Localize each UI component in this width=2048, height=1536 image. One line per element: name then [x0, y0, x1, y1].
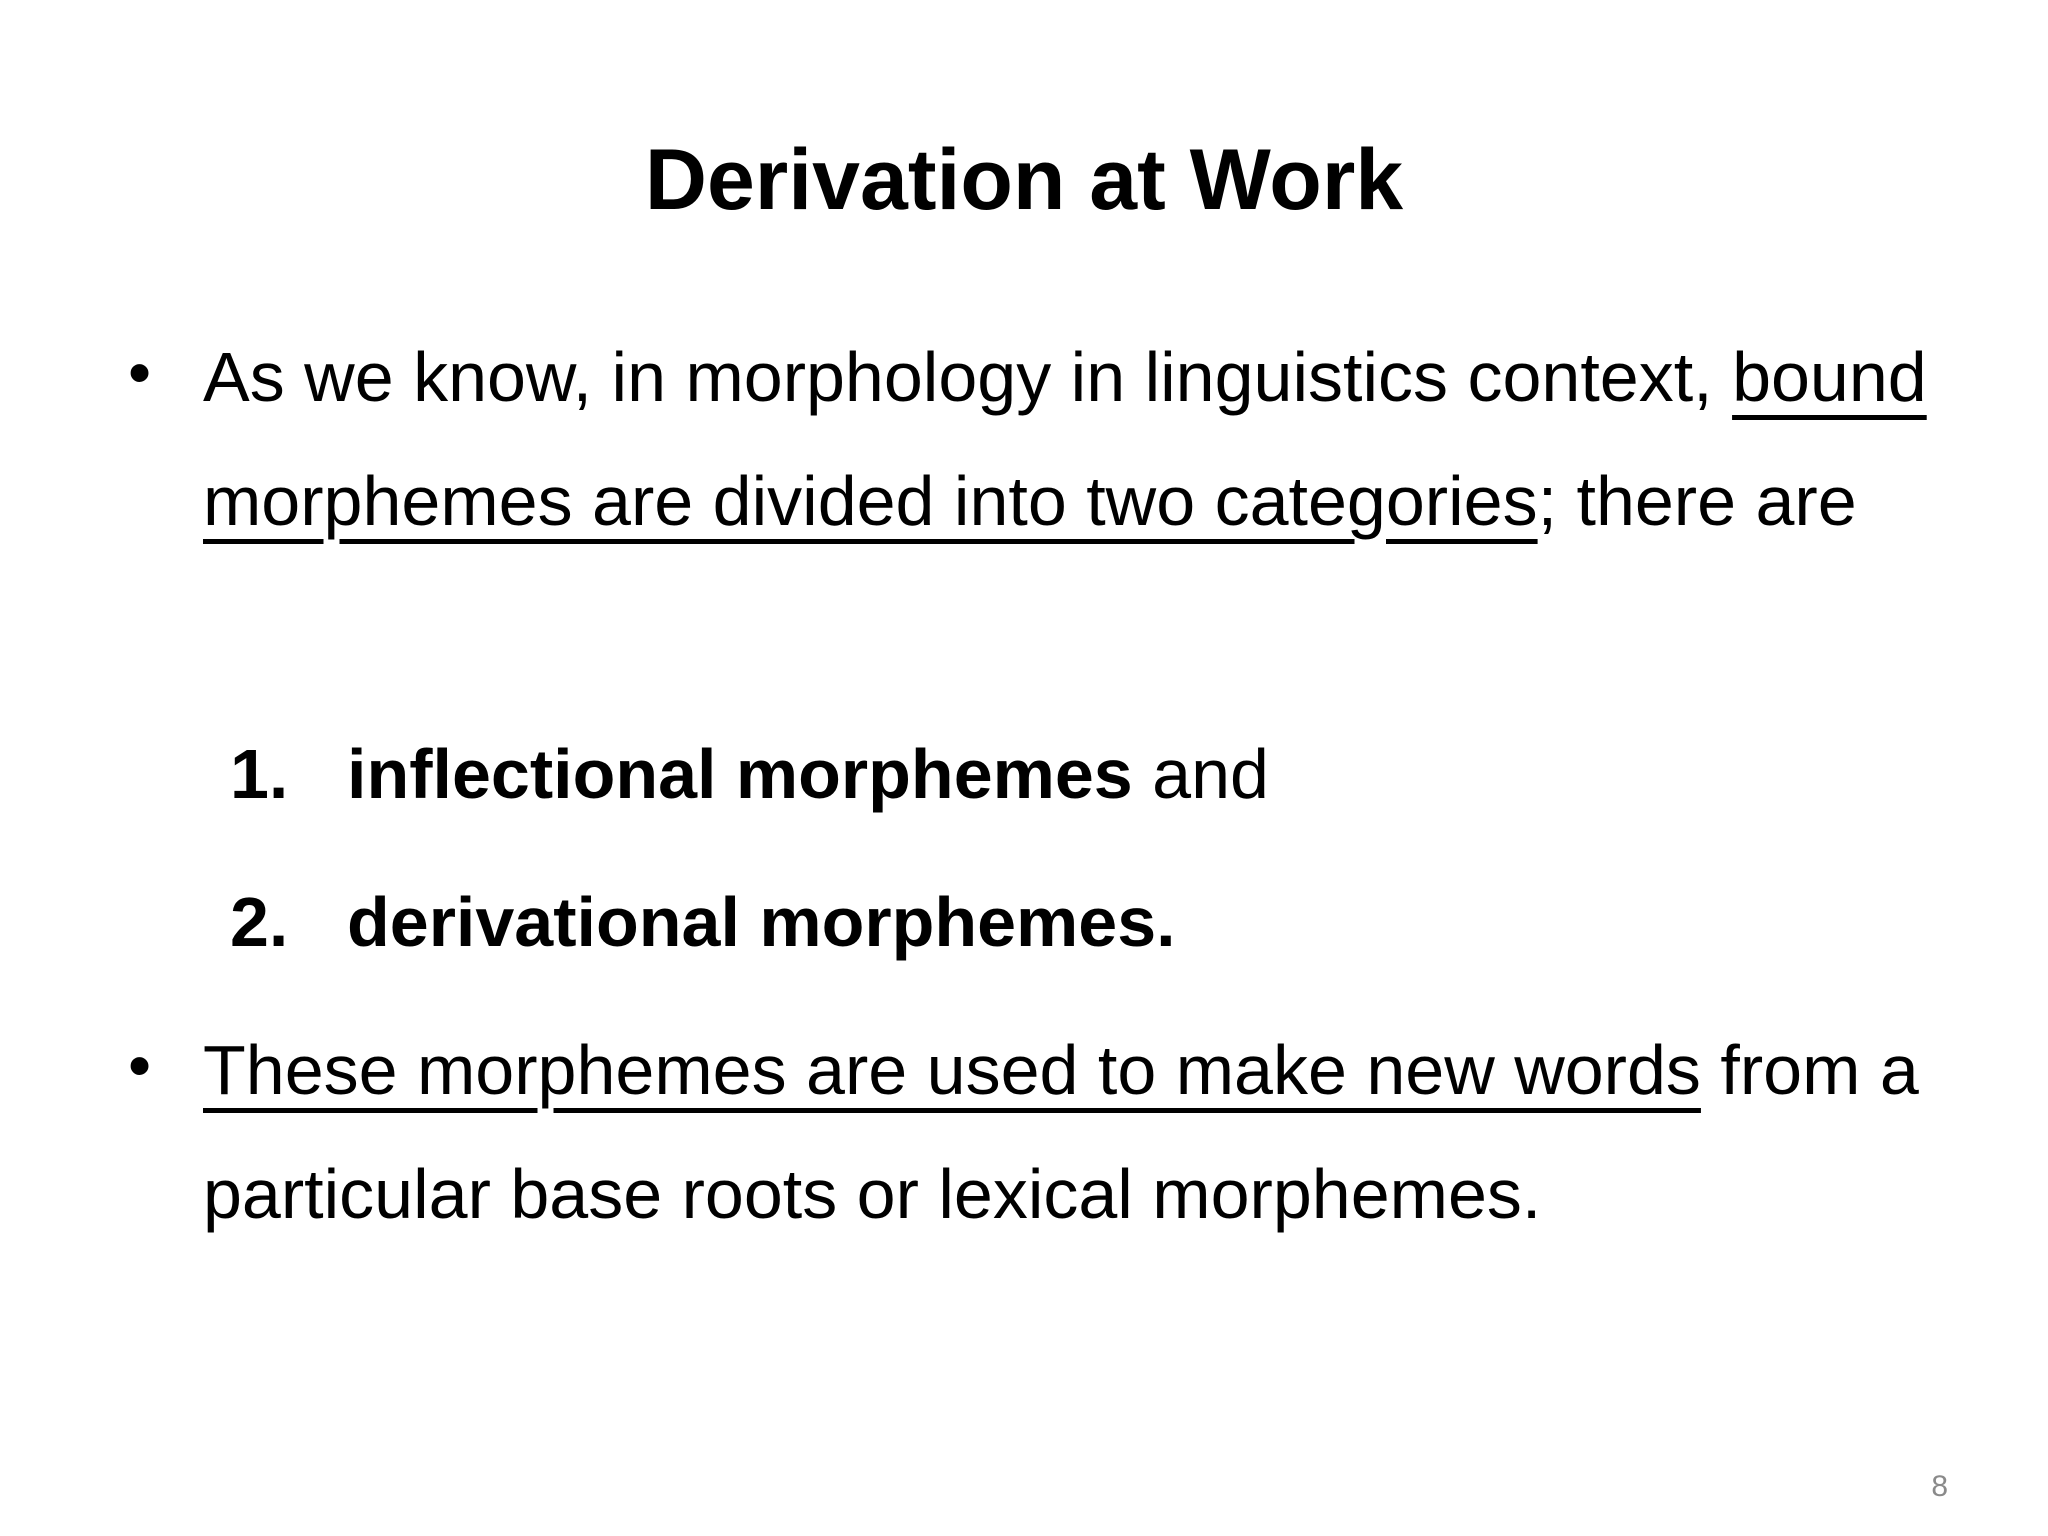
slide-title: Derivation at Work: [644, 132, 1404, 228]
bullet-marker: •: [128, 1028, 152, 1102]
underlined-text: bound morphemes are divided into two categories: [203, 338, 1927, 540]
bullet-item-2: [203, 1008, 1963, 1256]
bullet-marker: •: [128, 335, 152, 409]
bold-term: derivational morphemes.: [347, 883, 1176, 961]
bullet-text: from a particular base roots or lexical morphemes.: [203, 1031, 1919, 1233]
page-number: 8: [1931, 1470, 1948, 1503]
bullet-text: As we know, in morphology in linguistics context,: [203, 338, 1733, 416]
numbered-item-2: [230, 860, 1630, 984]
bullet-item-1: [203, 315, 1963, 563]
list-text: [347, 712, 1269, 836]
list-text: [347, 860, 1176, 984]
underlined-text: These morphemes are used to make new words: [203, 1031, 1701, 1109]
list-rest: and: [1132, 735, 1269, 813]
list-number: 1.: [230, 735, 289, 813]
numbered-item-1: [230, 712, 1630, 836]
bold-term: inflectional morphemes: [347, 735, 1133, 813]
list-number: 2.: [230, 883, 289, 961]
bullet-text: ; there are: [1537, 462, 1857, 540]
